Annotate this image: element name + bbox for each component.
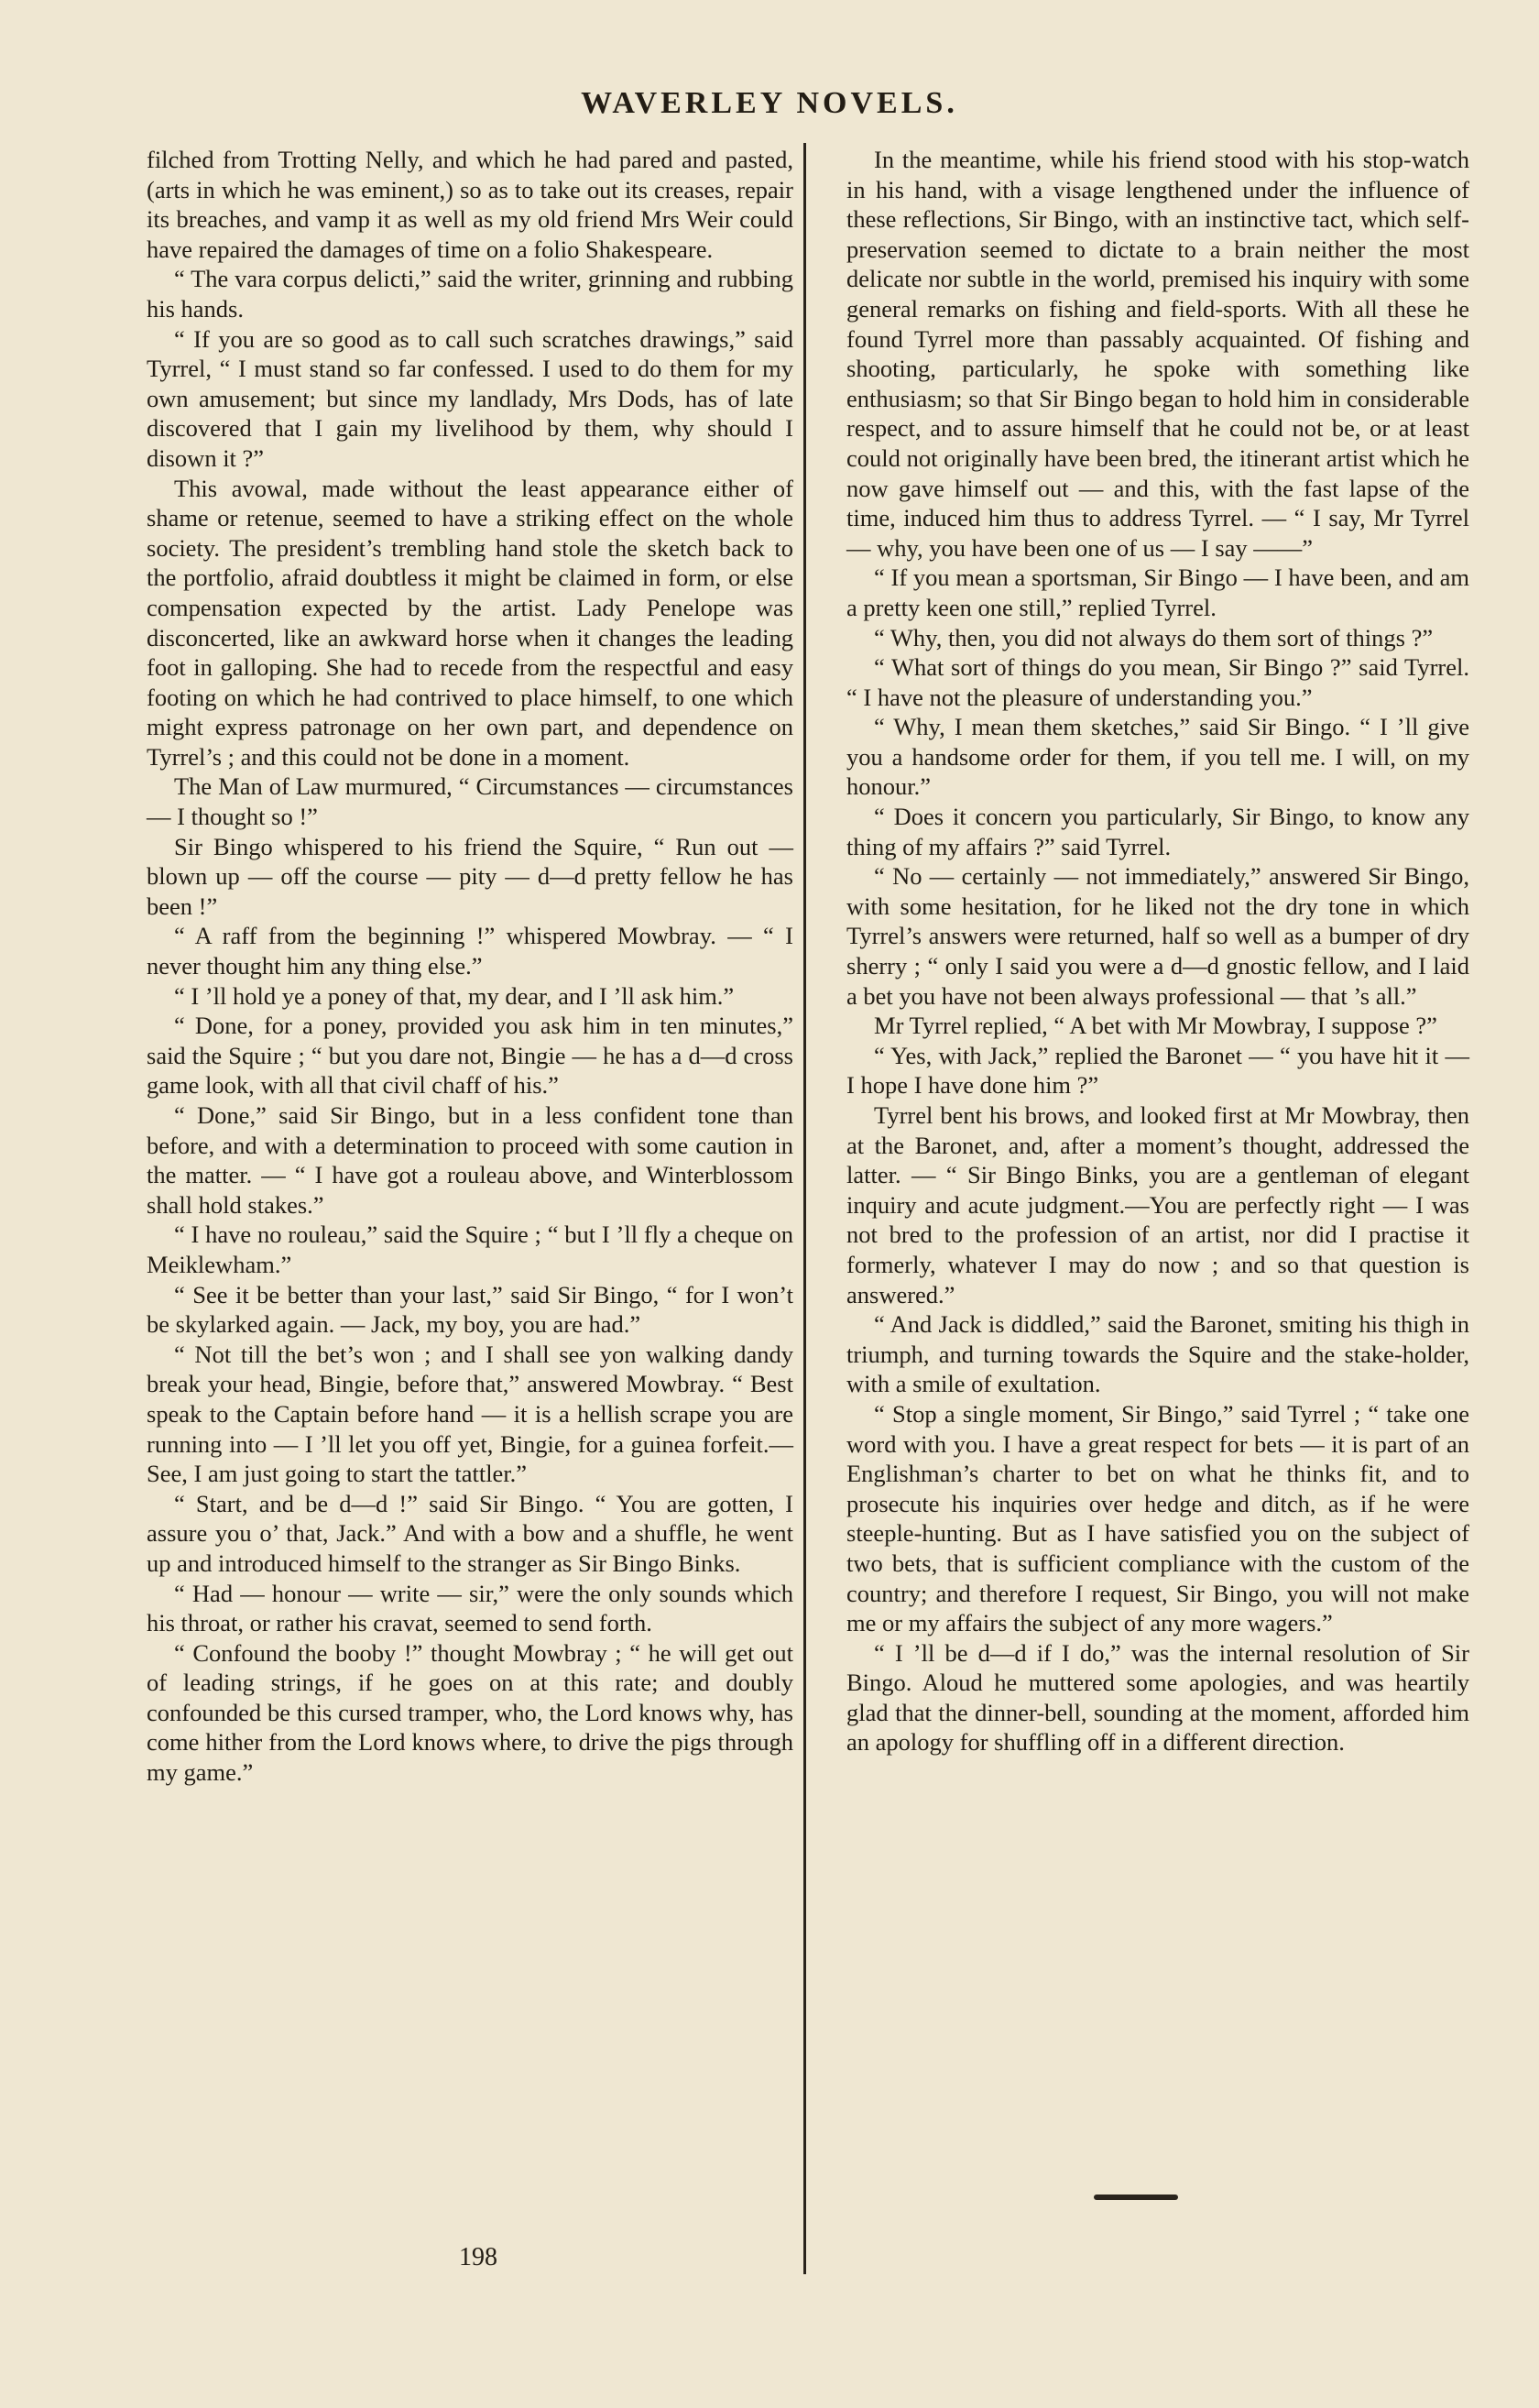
right-column [846,145,1469,1757]
paragraph: Sir Bingo whispered to his friend the Squire, “ Run out — blown up — off the course — pity — d—d pretty fellow he has been !” [147,832,793,920]
section-end-rule [1094,2195,1178,2200]
paragraph: “ Confound the booby !” thought Mowbray ; “ he will get out of leading strings, if he goes on at this rate; and doubly confounded be this cursed tramper, who, the Lord knows why, has come hither from the Lord knows where, to drive the pigs through my game.” [147,1638,793,1787]
paragraph: “ A raff from the beginning !” whispered Mowbray. — “ I never thought him any thing else.” [147,922,793,980]
paragraph: “ Stop a single moment, Sir Bingo,” said Tyrrel ; “ take one word with you. I have a great respect for bets — it is part of an Englishman’s charter to bet on what he thinks fit, and to prosecute his inquiries over hedge and ditch, as if he were steeple-hunting. But as I have satisfied you on the subject of two bets, that is sufficient compliance with the custom of the country; and therefore I request, Sir Bingo, you will not make me or my affairs the subject of any more wagers.” [846,1399,1469,1637]
paragraph: This avowal, made without the least appearance either of shame or retenue, seemed to have a striking effect on the whole society. The president’s trembling hand stole the sketch back to the portfolio, afraid doubtless it might be claimed in form, or else compensation expected by the artist. Lady Penelope was disconcerted, like an awkward horse when it changes the leading foot in galloping. She had to recede from the respectful and easy footing on which he had contrived to place himself, to one which might express patronage on her own part, and dependence on Tyrrel’s ; and this could not be done in a moment. [147,474,793,771]
paragraph: “ See it be better than your last,” said Sir Bingo, “ for I won’t be skylarked again. — Jack, my boy, you are had.” [147,1280,793,1339]
running-header: WAVERLEY NOVELS. [581,86,958,120]
paragraph: “ Start, and be d—d !” said Sir Bingo. “ You are gotten, I assure you o’ that, Jack.” And with a bow and a shuffle, he went up and introduced himself to the stranger as Sir Bingo Binks. [147,1489,793,1577]
paragraph: “ What sort of things do you mean, Sir Bingo ?” said Tyrrel. “ I have not the pleasure of understanding you.” [846,653,1469,711]
paragraph: “ No — certainly — not immediately,” answered Sir Bingo, with some hesitation, for he liked not the dry tone in which Tyrrel’s answers were returned, half so well as a bumper of dry sherry ; “ only I said you were a d—d gnostic fellow, and I laid a bet you have not been always professional — that ’s all.” [846,862,1469,1010]
paragraph: The Man of Law murmured, “ Circumstances — circumstances — I thought so !” [147,772,793,831]
paragraph: “ I ’ll hold ye a poney of that, my dear, and I ’ll ask him.” [174,981,735,1010]
paragraph: In the meantime, while his friend stood with his stop-watch in his hand, with a visage lengthened under the influence of these reflections, Sir Bingo, with an instinctive tact, which self-preservation seemed to dictate to a brain neither the most delicate nor subtle in the world, premised his inquiry with some general remarks on fishing and field-sports. With all these he found Tyrrel more than passably acquainted. Of fishing and shooting, particularly, he spoke with something like enthusiasm; so that Sir Bingo began to hold him in considerable respect, and to assure himself that he could not be, or at least could not originally have been bred, the itinerant artist which he now gave himself out — and this, with the fast lapse of the time, induced him thus to address Tyrrel. — “ I say, Mr Tyrrel — why, you have been one of us — I say ——” [846,146,1469,562]
paragraph: “ I have no rouleau,” said the Squire ; “ but I ’ll fly a cheque on Meiklewham.” [147,1220,793,1278]
paragraph: “ If you are so good as to call such scratches drawings,” said Tyrrel, “ I must stand so far confessed. I used to do them for my own amusement; but since my landlady, Mrs Dods, has of late discovered that I gain my livelihood by them, why should I disown it ?” [147,324,793,472]
paragraph: “ I ’ll be d—d if I do,” was the internal resolution of Sir Bingo. Aloud he muttered some apologies, and was heartily glad that the dinner-bell, sounding at the moment, afforded him an apology for shuffling off in a different direction. [846,1638,1469,1757]
paragraph: “ Had — honour — write — sir,” were the only sounds which his throat, or rather his cravat, seemed to send forth. [147,1579,793,1637]
paragraph: “ Not till the bet’s won ; and I shall see yon walking dandy break your head, Bingie, before that,” answered Mowbray. “ Best speak to the Captain before hand — it is a hellish scrape you are running into — I ’ll let you off yet, Bingie, for a guinea forfeit.— See, I am just going to start the tattler.” [147,1340,793,1488]
paragraph: “ Done, for a poney, provided you ask him in ten minutes,” said the Squire ; “ but you dare not, Bingie — he has a d—d cross game look, with all that civil chaff of his.” [147,1012,793,1100]
paragraph: “ Why, then, you did not always do them sort of things ?” [874,623,1434,651]
paragraph: “ Why, I mean them sketches,” said Sir Bingo. “ I ’ll give you a handsome order for them, if you tell me. I will, on my honour.” [846,713,1469,801]
paragraph: “ The vara corpus delicti,” said the writer, grinning and rubbing his hands. [147,265,793,323]
paragraph: “ Does it concern you particularly, Sir Bingo, to know any thing of my affairs ?” said Tyrrel. [846,803,1469,860]
paragraph: “ Yes, with Jack,” replied the Baronet — “ you have hit it — I hope I have done him ?” [846,1041,1469,1100]
paragraph: “ Done,” said Sir Bingo, but in a less confident tone than before, and with a determination to proceed with some caution in the matter. — “ I have got a rouleau above, and Winterblossom shall hold stakes.” [147,1101,793,1219]
paragraph: Mr Tyrrel replied, “ A bet with Mr Mowbray, I suppose ?” [874,1012,1437,1040]
paragraph: filched from Trotting Nelly, and which he had pared and pasted, (arts in which he was eminent,) so as to take out its creases, repair its breaches, and vamp it as well as my old friend Mrs Weir could have repaired the damages of time on a folio Shakespeare. [147,146,793,263]
page-number: 198 [459,2243,497,2271]
column-divider [803,143,806,2274]
paragraph: “ And Jack is diddled,” said the Baronet, smiting his thigh in triumph, and turning towards the Squire and the stake-holder, with a smile of exultation. [846,1310,1469,1398]
paragraph: “ If you mean a sportsman, Sir Bingo — I have been, and am a pretty keen one still,” replied Tyrrel. [846,564,1469,621]
left-column [147,145,793,1788]
paragraph: Tyrrel bent his brows, and looked first at Mr Mowbray, then at the Baronet, and, after a moment’s thought, addressed the latter. — “ Sir Bingo Binks, you are a gentleman of elegant inquiry and acute judgment.—You are perfectly right — I was not bred to the profession of an artist, nor did I practise it formerly, whatever I may do now ; and so that question is answered.” [846,1101,1469,1308]
